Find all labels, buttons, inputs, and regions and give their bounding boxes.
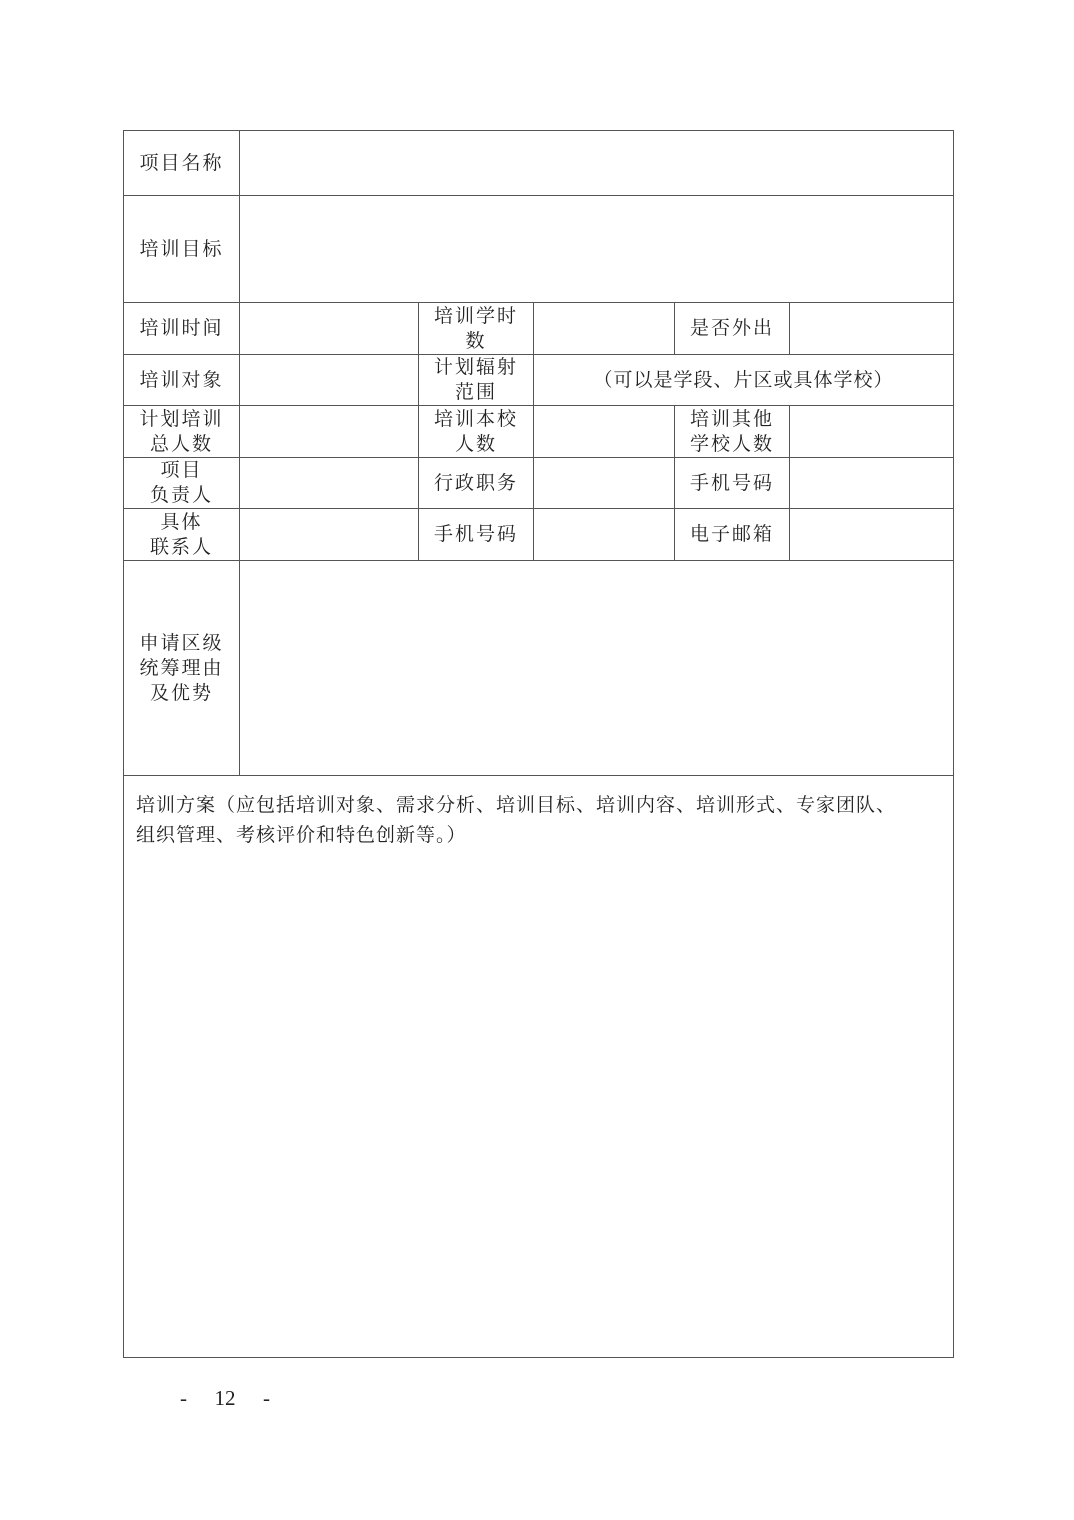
contact-person-label-line1: 具体 xyxy=(160,510,203,533)
contact-person-label xyxy=(124,509,240,561)
project-leader-label-line1: 项目 xyxy=(160,459,203,481)
reason-label-line1: 申请区级 xyxy=(139,631,224,654)
row-participant-counts xyxy=(124,406,954,458)
other-school-count-label-line1: 培训其他 xyxy=(689,407,774,430)
own-school-count-label-line1: 培训本校 xyxy=(433,407,518,430)
reason-label xyxy=(124,561,240,776)
other-school-count-field[interactable] xyxy=(790,406,954,458)
planned-total-label-line1: 计划培训 xyxy=(139,407,224,430)
application-form-table xyxy=(123,130,954,1358)
footer-dash-left: - xyxy=(180,1386,187,1410)
email-label: 电子邮箱 xyxy=(675,509,790,561)
radiation-scope-label-line2: 范围 xyxy=(454,381,497,403)
admin-position-field[interactable] xyxy=(534,458,675,509)
contact-phone-field[interactable] xyxy=(534,509,675,561)
contact-person-label-line2: 联系人 xyxy=(149,535,213,558)
project-name-label: 项目名称 xyxy=(124,131,240,196)
own-school-count-label-line2: 人数 xyxy=(454,432,497,455)
other-school-count-label xyxy=(675,406,790,458)
admin-position-label: 行政职务 xyxy=(419,458,534,509)
row-project-name xyxy=(124,131,954,196)
training-time-label: 培训时间 xyxy=(124,303,240,355)
radiation-scope-field[interactable]: （可以是学段、片区或具体学校） xyxy=(534,355,954,406)
reason-label-line2: 统筹理由 xyxy=(139,656,224,679)
project-name-field[interactable] xyxy=(240,131,954,196)
reason-label-line3: 及优势 xyxy=(149,681,213,704)
training-goal-label: 培训目标 xyxy=(124,196,240,303)
row-training-goal xyxy=(124,196,954,303)
go-out-label: 是否外出 xyxy=(675,303,790,355)
training-time-field[interactable] xyxy=(240,303,419,355)
training-plan-instruction-line1: 培训方案（应包括培训对象、需求分析、培训目标、培训内容、培训形式、专家团队、 xyxy=(136,794,897,816)
leader-phone-field[interactable] xyxy=(790,458,954,509)
project-leader-label-line2: 负责人 xyxy=(149,484,213,506)
project-leader-field[interactable] xyxy=(240,458,419,509)
training-plan-field[interactable] xyxy=(124,776,954,1358)
training-hours-field[interactable] xyxy=(534,303,675,355)
project-leader-label xyxy=(124,458,240,509)
row-reason xyxy=(124,561,954,776)
row-training-plan xyxy=(124,776,954,1358)
training-goal-field[interactable] xyxy=(240,196,954,303)
contact-person-field[interactable] xyxy=(240,509,419,561)
page-footer xyxy=(180,1386,270,1411)
row-training-target xyxy=(124,355,954,406)
footer-dash-right: - xyxy=(263,1386,270,1410)
planned-total-label xyxy=(124,406,240,458)
training-hours-label-line1: 培训学时 xyxy=(433,304,518,327)
training-hours-label xyxy=(419,303,534,355)
reason-field[interactable] xyxy=(240,561,954,776)
own-school-count-field[interactable] xyxy=(534,406,675,458)
email-field[interactable] xyxy=(790,509,954,561)
other-school-count-label-line2: 学校人数 xyxy=(689,432,774,455)
training-plan-instruction-line2: 组织管理、考核评价和特色创新等。） xyxy=(136,824,467,846)
radiation-scope-label xyxy=(419,355,534,406)
training-target-label: 培训对象 xyxy=(124,355,240,406)
planned-total-field[interactable] xyxy=(240,406,419,458)
page-number: 12 xyxy=(214,1386,236,1410)
row-training-time xyxy=(124,303,954,355)
training-hours-label-line2: 数 xyxy=(465,329,487,352)
row-contact-person xyxy=(124,509,954,561)
radiation-scope-label-line1: 计划辐射 xyxy=(433,356,518,378)
own-school-count-label xyxy=(419,406,534,458)
row-project-leader xyxy=(124,458,954,509)
contact-phone-label: 手机号码 xyxy=(419,509,534,561)
planned-total-label-line2: 总人数 xyxy=(149,432,213,455)
training-target-field[interactable] xyxy=(240,355,419,406)
go-out-field[interactable] xyxy=(790,303,954,355)
leader-phone-label: 手机号码 xyxy=(675,458,790,509)
